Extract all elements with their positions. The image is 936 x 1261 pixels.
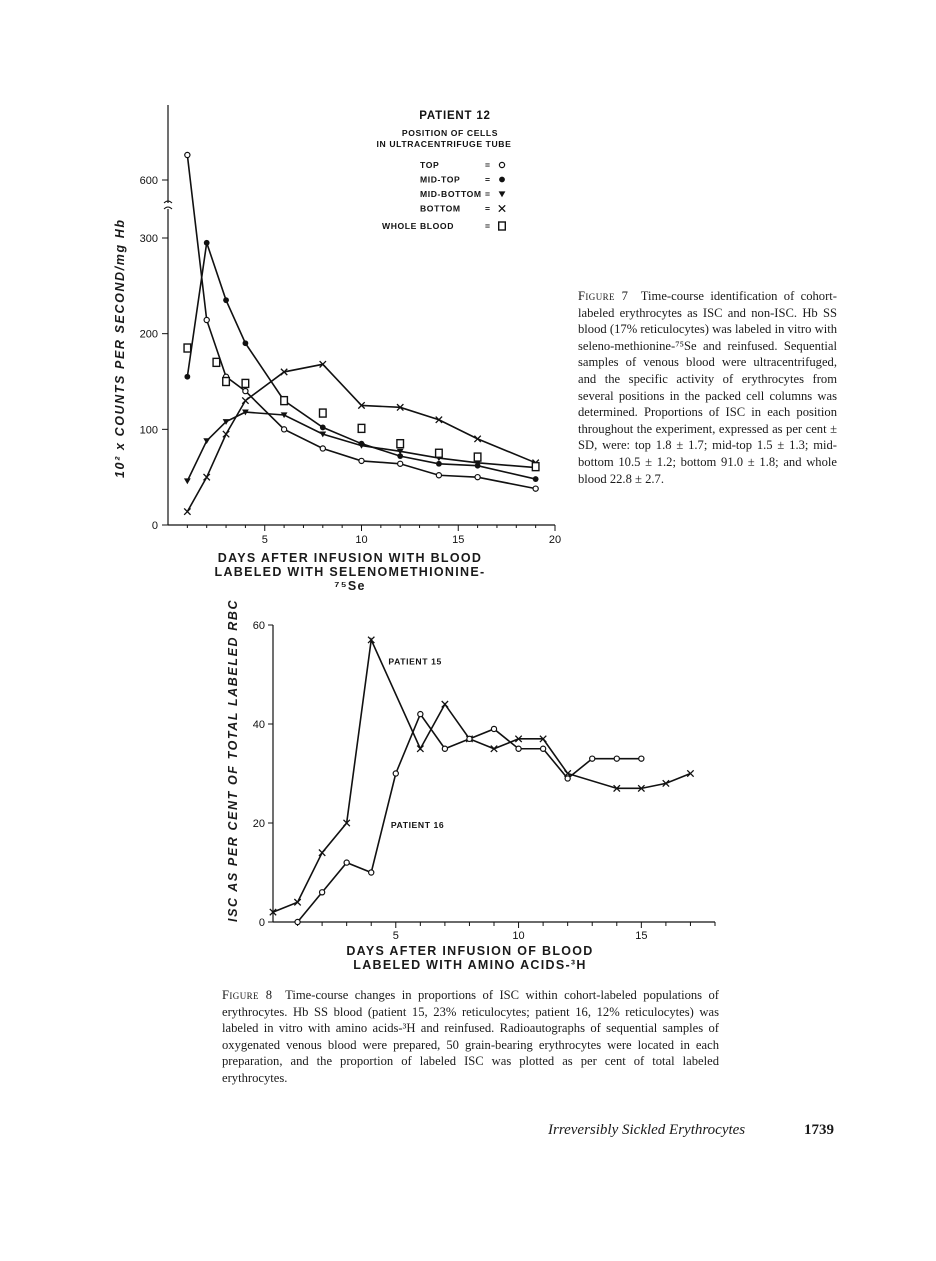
fig7-legend-equals: = [485,160,491,170]
fig7-legend-label: MID-TOP [420,174,461,185]
fig7-point-mid-top [436,461,442,467]
fig7-legend-label: TOP [420,160,440,170]
fig7-x-tick-label: 15 [452,534,465,545]
fig7-point-mid-bottom [184,478,191,484]
fig7-caption-label: Figure 7 [578,289,629,303]
fig8-point-patient-16 [418,712,423,717]
fig7-point-mid-top [184,374,190,380]
fig8-y-tick-label: 40 [252,719,265,731]
fig7-point-whole-blood [223,378,230,386]
fig7-point-top [282,427,287,432]
fig7-legend-label: BOTTOM [420,203,461,214]
fig7-point-whole-blood [184,344,191,352]
fig8-point-patient-16 [590,756,595,761]
fig7-legend-equals: = [485,174,491,185]
fig8-point-patient-16 [344,860,349,865]
fig7-legend-equals: = [485,203,491,214]
fig8-y-tick-label: 0 [258,917,265,929]
fig8-point-patient-16 [393,771,398,776]
fig7-point-mid-top [223,297,229,303]
fig7-y-tick-label: 200 [139,328,158,341]
fig8-x-tick-label: 15 [635,930,648,942]
fig7-x-tick-label: 5 [261,534,268,545]
fig7-point-top [243,388,248,393]
fig7-point-whole-blood [358,424,365,432]
fig7-point-whole-blood [397,440,404,448]
fig8-point-patient-16 [516,746,521,751]
fig7-legend-marker [499,191,506,197]
fig7-point-top [398,461,403,466]
fig7-y-tick-label: 600 [139,175,158,187]
fig7-point-whole-blood [474,453,481,461]
fig8-caption-label: Figure 8 [222,988,273,1002]
fig7-y-tick-label: 300 [139,233,158,245]
fig7-point-top [359,458,364,463]
fig8-chart [240,605,730,945]
fig7-point-top [185,152,190,157]
fig8-label-patient-16: PATIENT 16 [390,819,445,830]
fig7-legend-label: WHOLE BLOOD [382,221,455,231]
fig7-y-tick-label: 0 [151,520,158,532]
fig7-point-top [475,475,480,480]
fig7-point-whole-blood [213,358,220,366]
fig7-x-axis-label [200,551,500,593]
fig7-axes [140,105,561,545]
fig8-annotations [388,657,444,830]
fig8-y-tick-label: 20 [252,818,265,830]
fig8-point-patient-15 [442,701,448,707]
fig7-point-top [436,473,441,478]
fig8-point-patient-15 [491,746,497,752]
fig7-point-whole-blood [320,409,327,417]
fig8-point-patient-16 [467,736,472,741]
fig7-point-bottom [184,508,190,514]
fig7-point-bottom [474,436,480,442]
fig7-point-mid-bottom [203,438,210,444]
fig7-legend-equals: = [485,189,491,199]
fig8-line-patient-15 [273,640,690,912]
fig7-legend-subtitle: POSITION OF CELLS [401,128,499,138]
fig7-legend-label: MID-BOTTOM [420,189,482,199]
fig7-point-bottom [223,431,229,437]
fig7-point-top [320,446,325,451]
page-number: 1739 [804,1122,834,1138]
fig8-x-tick-label: 10 [512,930,525,942]
fig7-x-axis-label-line2: LABELED WITH SELENOMETHIONINE-⁷⁵Se [214,565,486,593]
fig7-point-top [533,486,538,491]
fig7-legend-subtitle: IN ULTRACENTRIFUGE TUBE [376,139,512,149]
fig8-line-patient-16 [298,714,642,922]
fig8-point-patient-16 [639,756,644,761]
fig7-point-bottom [204,474,210,480]
fig8-series [270,637,694,925]
fig7-x-tick-label: 10 [355,534,368,545]
fig8-point-patient-15 [687,770,693,776]
running-title: Irreversibly Sickled Erythrocytes [548,1122,746,1138]
fig7-chart [120,95,580,545]
fig7-legend-marker [499,222,506,230]
fig7-y-tick-label: 100 [139,424,158,437]
fig7-caption-text: Time-course identification of cohort-labeled erythrocytes as ISC and non-ISC. Hb SS blood (17% reticulocytes) was labeled in vitro with seleno-methionine-⁷⁵Se and reinfused. Sequential samples of venous blood were ultracentrifuged, and the specific activity of erythrocytes from several positions in the packed cell columns was determined. Proportions of ISC in each position throughout the experiment, expressed as per cent ± SD, were: top 1.8 ± 1.7; mid-top 1.5 ± 1.3; mid-bottom 10.5 ± 1.2; bottom 91.0 ± 1.8; and whole blood 22.8 ± 2.7. [578,289,837,486]
fig7-legend-title: PATIENT 12 [419,110,491,122]
fig7-legend-marker [499,162,504,167]
fig8-point-patient-16 [442,746,447,751]
fig7-point-bottom [242,397,248,403]
fig8-point-patient-16 [295,919,300,924]
fig7-point-mid-top [243,340,249,346]
fig8-x-axis-label-line2: LABELED WITH AMINO ACIDS-³H [353,958,587,972]
fig7-point-mid-top [204,240,210,246]
fig8-x-axis-label-line1: DAYS AFTER INFUSION OF BLOOD [346,944,594,958]
fig7-point-mid-top [320,425,326,431]
fig7-point-mid-top [533,476,539,482]
fig8-point-patient-15 [294,899,300,905]
fig7-point-whole-blood [436,449,443,457]
fig7-point-whole-blood [242,379,249,387]
fig7-legend-marker [499,205,505,211]
fig7-y-axis-label: 10² x COUNTS PER SECOND/mg Hb [113,218,127,478]
fig8-x-axis-label [320,944,620,972]
fig8-caption-text: Time-course changes in proportions of ISC within cohort-labeled populations of erythrocytes. Hb SS blood (patient 15, 23% reticulocytes; patient 16, 12% reticulocytes) was labeled in vitro with amino acids-³H and reinfused. Radioautographs of sequential samples of oxygenated venous blood were prepared, 50 grain-bearing erythrocytes were located in each preparation, and the proportion of labeled ISC was plotted as per cent of total labeled erythrocytes. [222,988,720,1085]
fig7-point-whole-blood [281,397,288,405]
fig8-point-patient-16 [565,776,570,781]
fig7-legend-equals: = [485,221,491,231]
fig8-caption [222,987,719,1087]
fig7-point-top [204,317,209,322]
fig7-point-whole-blood [532,463,539,471]
fig8-point-patient-16 [614,756,619,761]
fig8-point-patient-16 [320,890,325,895]
fig8-y-tick-label: 60 [252,620,265,632]
fig8-x-tick-label: 5 [392,930,399,942]
fig7-x-tick-label: 20 [548,534,562,545]
fig8-point-patient-16 [369,870,374,875]
fig7-line-top [187,155,535,489]
fig8-point-patient-16 [491,726,496,731]
fig7-x-axis-label-line1: DAYS AFTER INFUSION WITH BLOOD [217,551,483,565]
fig8-point-patient-15 [417,746,423,752]
fig8-label-patient-15: PATIENT 15 [388,656,442,667]
fig8-point-patient-15 [319,850,325,856]
fig7-legend-marker [499,177,505,183]
fig7-legend [377,110,512,231]
fig8-y-axis-label: ISC AS PER CENT OF TOTAL LABELED RBC [226,598,240,922]
fig8-point-patient-16 [541,746,546,751]
fig7-caption [578,288,837,487]
